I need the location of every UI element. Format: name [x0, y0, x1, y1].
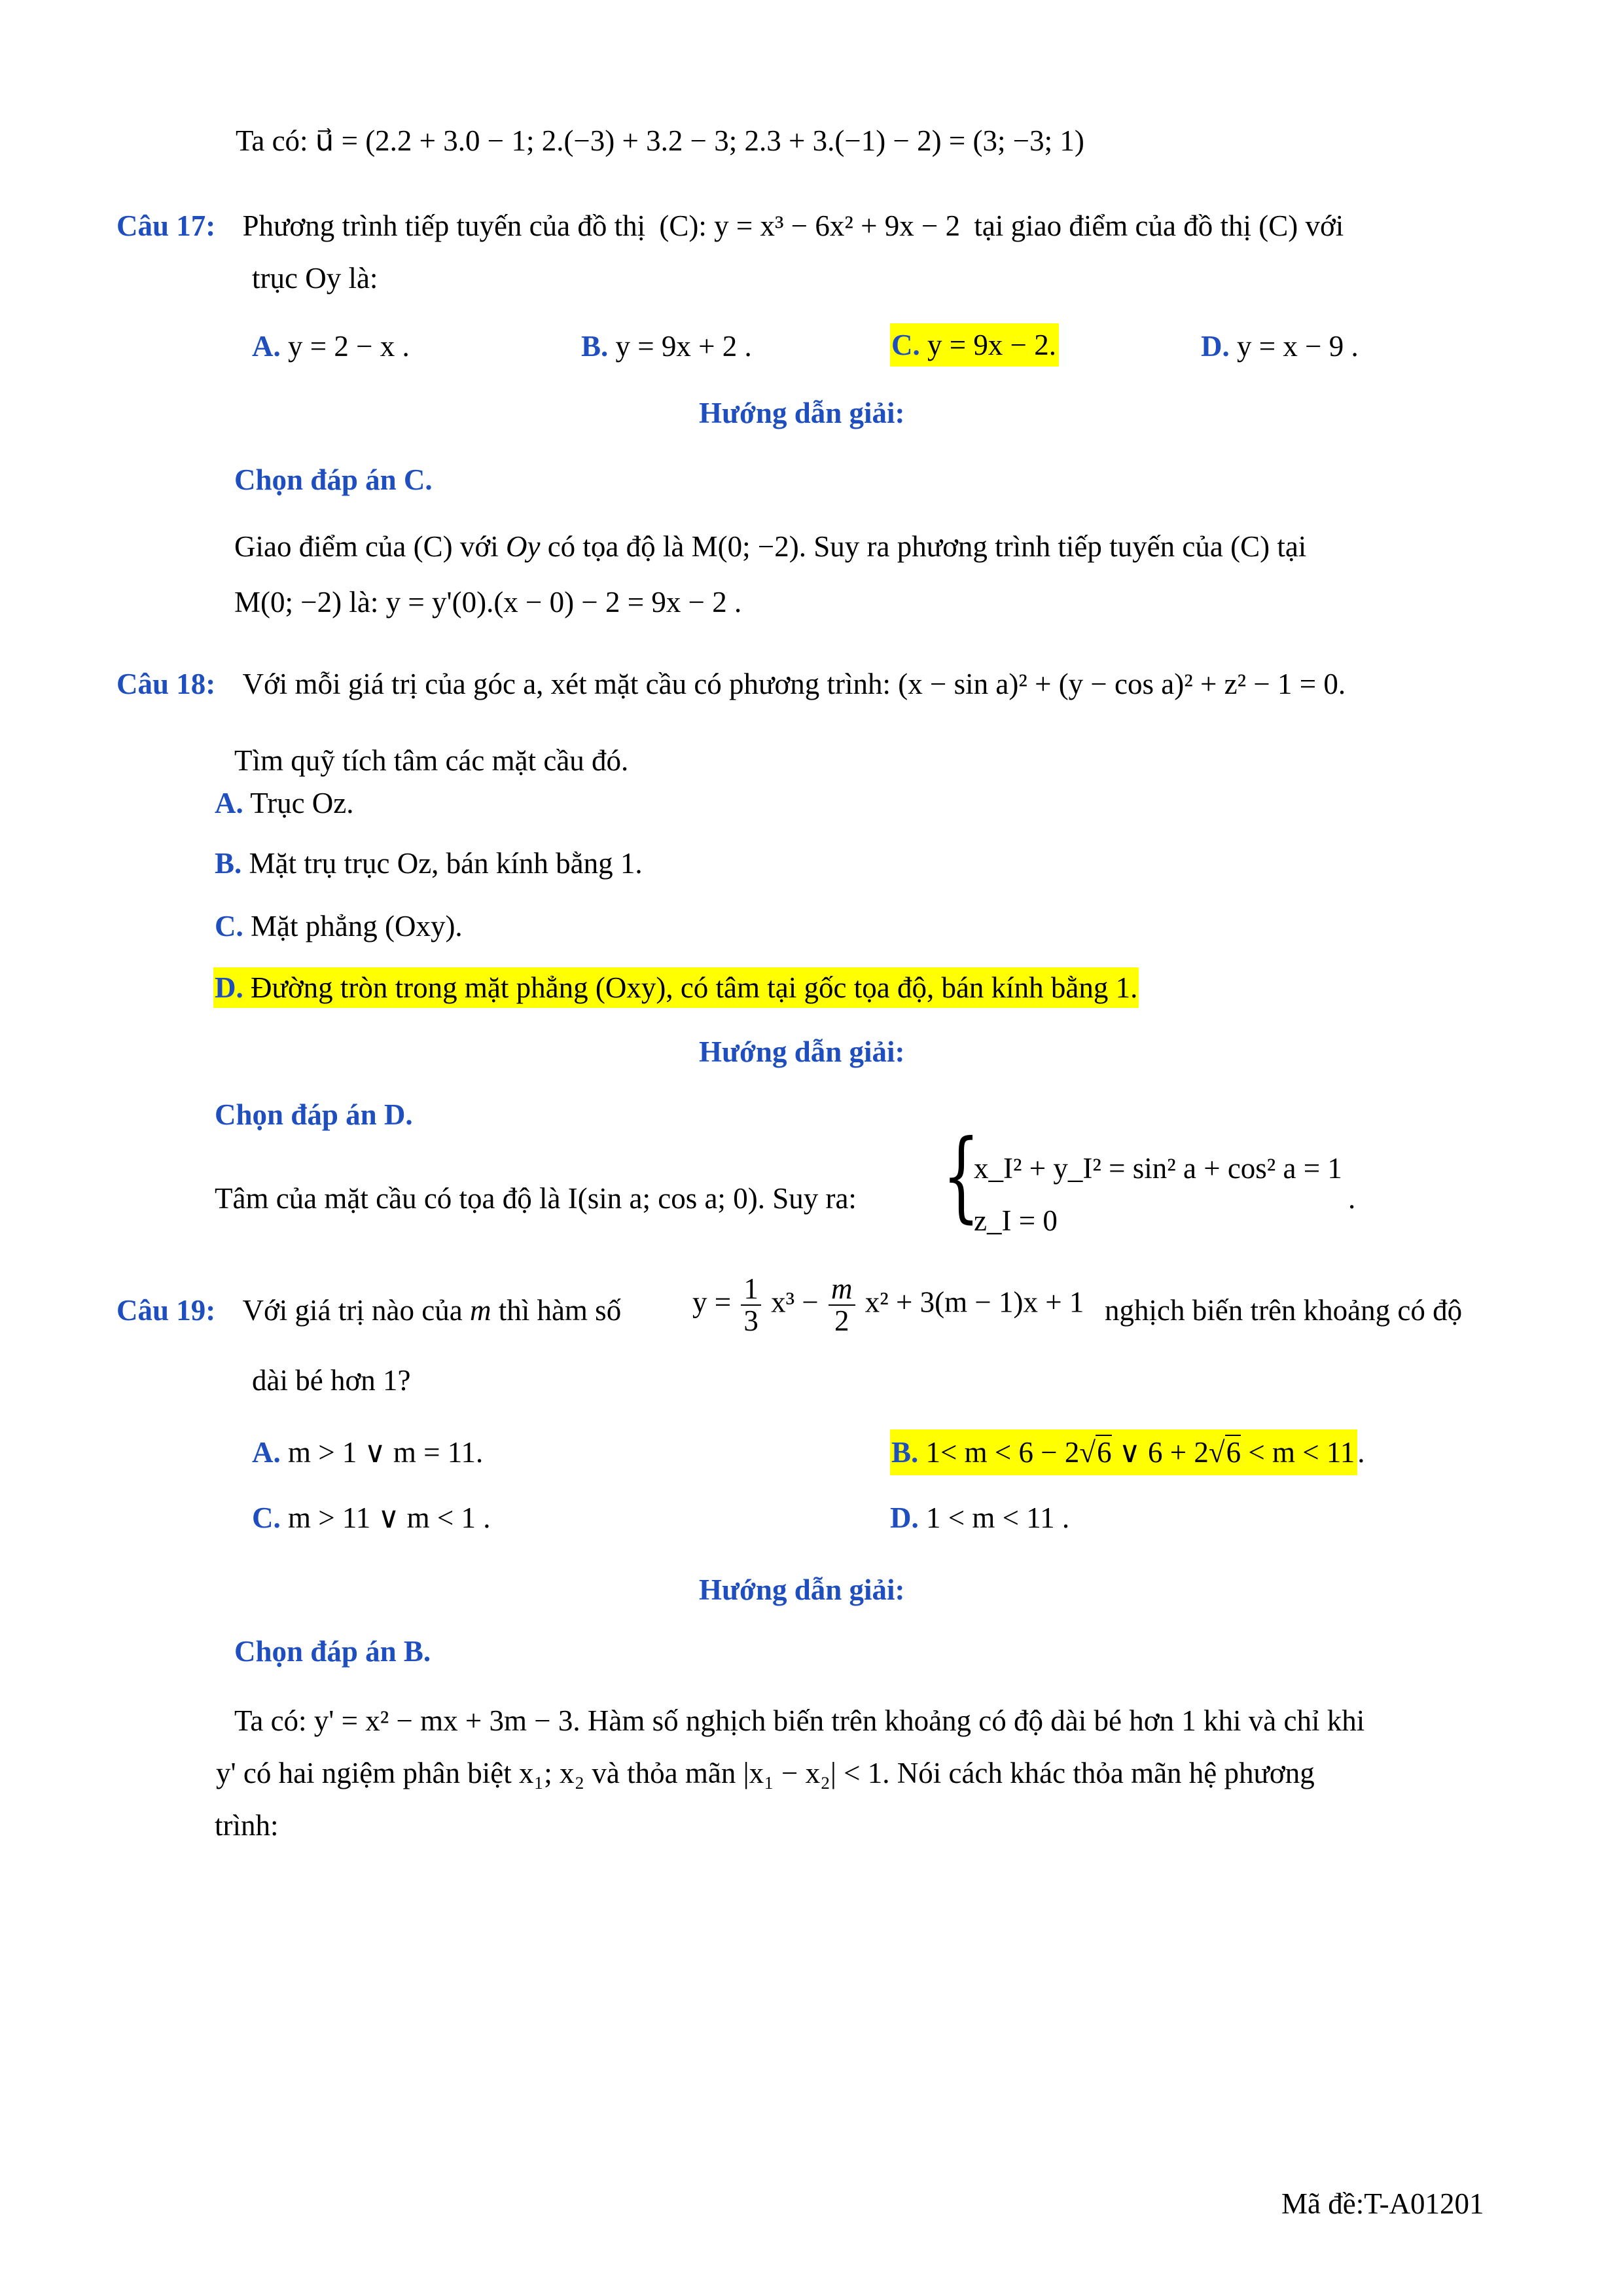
math: m	[469, 1294, 491, 1327]
question-18-line-2: Tìm quỹ tích tâm các mặt cầu đó.	[234, 744, 629, 777]
option-letter: D.	[215, 971, 243, 1004]
left-brace-icon: {	[942, 1119, 980, 1233]
option-text: y = 9x + 2 .	[615, 330, 752, 363]
q19-answer: Chọn đáp án B.	[234, 1635, 431, 1668]
fraction-one-third	[741, 1274, 761, 1337]
question-18-equation: (x − sin a)² + (y − cos a)² + z² − 1 = 0.	[898, 668, 1346, 700]
math: (C)	[413, 530, 453, 563]
option-letter: A.	[252, 330, 281, 363]
q19-guide-heading: Hướng dẫn giải:	[699, 1573, 905, 1606]
denominator: 3	[743, 1304, 758, 1338]
math: < m < 11	[1241, 1436, 1355, 1469]
radicand: 6	[1226, 1436, 1241, 1469]
q19-solution-line-2	[216, 1755, 1315, 1791]
question-18-text: Với mỗi giá trị của góc a, xét mặt cầu có phương trình:	[242, 668, 891, 700]
fraction-m-half	[829, 1274, 855, 1337]
q17-option-c-correct[interactable]	[890, 323, 1059, 367]
option-text: y = 9x − 2.	[927, 329, 1057, 361]
question-18-line-1	[116, 666, 1346, 702]
text: Tâm của mặt cầu có tọa độ là	[215, 1182, 561, 1215]
text: với	[459, 530, 499, 563]
option-text: m > 11 ∨ m < 1 .	[288, 1501, 491, 1534]
exam-code-footer: Mã đề:T-A01201	[1281, 2187, 1484, 2220]
q18-guide-heading: Hướng dẫn giải:	[699, 1035, 905, 1068]
math: x³ −	[771, 1285, 819, 1319]
option-text: y = x − 9 .	[1237, 330, 1359, 363]
option-letter: C.	[215, 910, 243, 942]
q18-solution-line	[215, 1181, 857, 1216]
q17-option-d[interactable]	[1201, 329, 1359, 364]
q17-solution-line-1	[234, 529, 1306, 564]
text: Giao điểm của	[234, 530, 406, 563]
option-text: Trục Oz.	[250, 787, 354, 819]
math: I(sin a; cos a; 0)	[567, 1182, 758, 1215]
question-19-function	[692, 1274, 1084, 1337]
q18-option-c[interactable]	[215, 908, 463, 944]
option-letter: A.	[252, 1436, 281, 1469]
option-letter: B.	[891, 1436, 919, 1469]
option-letter: C.	[891, 329, 920, 361]
q19-option-c[interactable]	[252, 1500, 491, 1535]
question-17-text-2: tại giao điểm của đồ thị (C) với	[974, 209, 1344, 242]
math: y = y'(0).(x − 0) − 2 = 9x − 2 .	[385, 586, 742, 619]
denominator: 2	[834, 1304, 849, 1338]
math: M(0; −2)	[234, 586, 342, 619]
q19-option-b-correct[interactable]	[890, 1429, 1364, 1475]
text: có tọa độ là	[547, 530, 685, 563]
option-letter: C.	[252, 1501, 281, 1534]
system-row-2: z_I = 0	[974, 1204, 1058, 1237]
question-17-line-1	[116, 208, 1344, 243]
q18-option-a[interactable]	[215, 785, 354, 821]
text: . Nói cách khác thỏa mãn hệ phương	[882, 1757, 1315, 1789]
q18-answer: Chọn đáp án D.	[215, 1098, 413, 1131]
math: y =	[692, 1285, 732, 1319]
q19-solution-line-3: trình:	[215, 1809, 279, 1842]
radicand: 6	[1097, 1436, 1112, 1469]
question-19-text-end: nghịch biến trên khoảng có độ	[1105, 1294, 1463, 1327]
text: .	[1357, 1436, 1365, 1469]
question-17-text: Phương trình tiếp tuyến của đồ thị	[242, 209, 646, 242]
numerator: 1	[741, 1274, 761, 1306]
math: 1< m < 6 − 2√	[925, 1436, 1096, 1469]
math: Oy	[505, 530, 541, 563]
math: ∨ 6 + 2√	[1111, 1436, 1225, 1469]
text: là:	[349, 586, 379, 619]
q17-solution-line-2	[234, 584, 741, 620]
option-letter: B.	[215, 847, 242, 880]
q19-option-a[interactable]	[252, 1435, 483, 1470]
math: x₁; x₂	[519, 1757, 585, 1789]
q19-solution-line-1	[234, 1703, 1364, 1738]
option-letter: D.	[890, 1501, 919, 1534]
text: Với giá trị nào của	[242, 1294, 463, 1327]
option-text: 1 < m < 11 .	[926, 1501, 1070, 1534]
question-18-label: Câu 18:	[116, 668, 216, 700]
math: (C)	[1230, 530, 1270, 563]
q17-answer: Chọn đáp án C.	[234, 463, 433, 496]
question-19-label: Câu 19:	[116, 1294, 216, 1327]
intro-math: u⃗ = (2.2 + 3.0 − 1; 2.(−3) + 3.2 − 3; 2.3 + 3.(−1) − 2) = (3; −3; 1)	[315, 124, 1084, 157]
q17-option-a[interactable]	[252, 329, 410, 364]
text: . Hàm số nghịch biến trên khoảng có độ dài bé hơn 1 khi và chỉ khi	[573, 1704, 1365, 1737]
question-19-line-2: dài bé hơn 1?	[252, 1364, 411, 1397]
question-17-line-2: trục Oy là:	[252, 262, 378, 295]
option-text: y = 2 − x .	[288, 330, 410, 363]
question-17-label: Câu 17:	[116, 209, 216, 242]
option-text: Mặt phẳng (Oxy).	[251, 910, 463, 942]
option-letter: A.	[215, 787, 243, 819]
math: M(0; −2)	[691, 530, 799, 563]
math: y'	[216, 1757, 236, 1789]
system-row-1: x_I² + y_I² = sin² a + cos² a = 1	[974, 1152, 1342, 1185]
question-17-function: (C): y = x³ − 6x² + 9x − 2	[659, 209, 961, 242]
system-period: .	[1348, 1182, 1356, 1215]
q17-guide-heading: Hướng dẫn giải:	[699, 397, 905, 429]
intro-line	[236, 123, 1084, 158]
text: . Suy ra phương trình tiếp tuyến của	[798, 530, 1223, 563]
intro-prefix: Ta có:	[236, 124, 315, 157]
text: . Suy ra:	[757, 1182, 857, 1215]
math: y' = x² − mx + 3m − 3	[313, 1704, 573, 1737]
option-highlight	[890, 1429, 1357, 1475]
numerator: m	[829, 1274, 855, 1306]
q18-option-d-correct[interactable]	[213, 967, 1139, 1008]
option-text: Đường tròn trong mặt phẳng (Oxy), có tâm tại gốc tọa độ, bán kính bằng 1.	[251, 971, 1138, 1004]
text: tại	[1277, 530, 1307, 563]
question-19-line-1	[116, 1293, 621, 1328]
option-letter: B.	[581, 330, 609, 363]
q18-equation-system	[942, 1119, 1400, 1257]
q18-option-b[interactable]	[215, 846, 643, 881]
math: x² + 3(m − 1)x + 1	[865, 1285, 1084, 1319]
q19-option-d[interactable]	[890, 1500, 1069, 1535]
text: và thỏa mãn	[592, 1757, 736, 1789]
math: |x₁ − x₂| < 1	[743, 1757, 883, 1789]
option-text: m > 1 ∨ m = 11.	[288, 1436, 484, 1469]
option-letter: D.	[1201, 330, 1230, 363]
q17-option-b[interactable]	[581, 329, 752, 364]
option-text: Mặt trụ trục Oz, bán kính bằng 1.	[249, 847, 643, 880]
text: thì hàm số	[498, 1294, 622, 1327]
text: Ta có:	[234, 1704, 307, 1737]
text: có hai ngiệm phân biệt	[243, 1757, 512, 1789]
